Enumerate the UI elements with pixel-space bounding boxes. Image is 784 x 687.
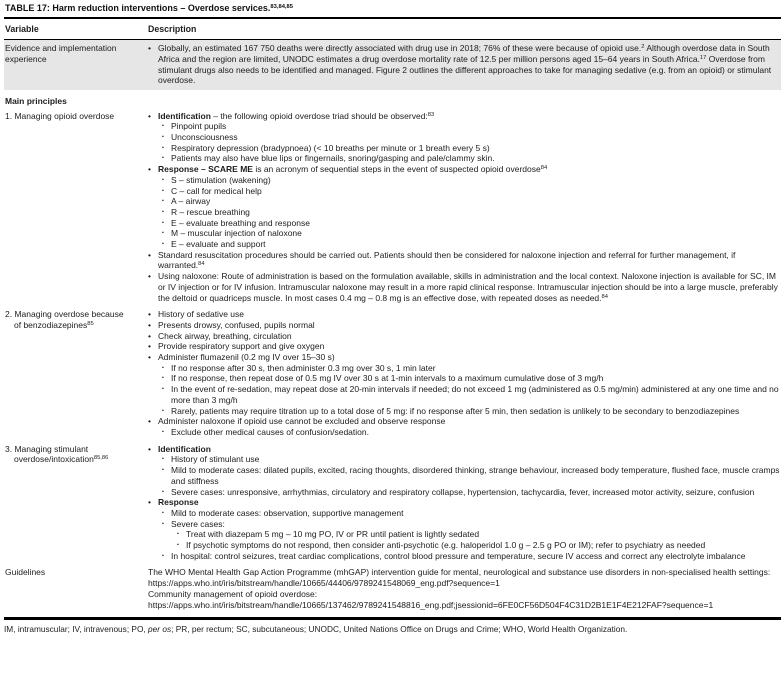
text-part: S – stimulation (wakening) bbox=[171, 174, 271, 185]
list-item-text bbox=[171, 239, 781, 250]
list-item-text bbox=[171, 406, 781, 417]
description-cell bbox=[148, 444, 781, 562]
list-item bbox=[148, 43, 781, 86]
list-item bbox=[148, 529, 781, 540]
bullet-icon: ▪ bbox=[162, 134, 164, 141]
text-part: Severe cases: unresponsive, arrhythmias, circulatory and respiratory collapse, hypertension, tachycardia, fever, increased motor activity, seizure, confusion bbox=[171, 486, 755, 497]
bullet-icon: ▪ bbox=[162, 241, 164, 248]
list-item bbox=[148, 352, 781, 363]
text-part: Globally, an estimated 167 750 deaths were directly associated with drug use in 2018; 76% of these were because of opioid use. bbox=[158, 43, 642, 54]
bullet-icon: ▪ bbox=[162, 364, 164, 371]
text-part: Using naloxone: Route of administration is based on the formulation available, skills in administration and the local context. Naloxone injection is available for SC, IM or IV injection or for IV infusion. Intramuscular naloxone may result in a more rapid clinical response. Intramuscular injection should be into a large muscle, preferably the deltoid or quadriceps muscle. In most cases 0.4 mg – 0.8 mg is an effective dose, with repeated doses as needed. bbox=[158, 271, 778, 303]
list-item bbox=[148, 497, 781, 508]
text-part: Identification bbox=[158, 443, 211, 454]
list-item bbox=[148, 589, 781, 600]
text-part: Identification bbox=[158, 110, 211, 121]
description-cell bbox=[148, 111, 781, 304]
text-part: Standard resuscitation procedures should be carried out. Patients should then be considered for naloxone injection and referral for further management, if warranted. bbox=[158, 249, 736, 271]
text-part: Provide respiratory support and give oxygen bbox=[158, 341, 325, 352]
list-item bbox=[148, 406, 781, 417]
text-part: Check airway, breathing, circulation bbox=[158, 330, 292, 341]
bullet-icon: ▪ bbox=[177, 531, 179, 538]
text-part: E – evaluate and support bbox=[171, 239, 266, 250]
text-part: 83 bbox=[427, 111, 435, 118]
guideline-url bbox=[148, 578, 781, 589]
list-item-text bbox=[171, 175, 781, 186]
bullet-icon: • bbox=[148, 443, 151, 454]
list-item-text bbox=[158, 271, 781, 303]
table-header-row bbox=[4, 19, 781, 39]
bullet-icon: ▪ bbox=[162, 488, 164, 495]
list-item bbox=[148, 132, 781, 143]
list-item bbox=[148, 578, 781, 589]
list-item bbox=[148, 416, 781, 427]
list-item bbox=[148, 320, 781, 331]
list-item-text bbox=[171, 427, 781, 438]
table-title-superscript: 83,84,85 bbox=[270, 4, 293, 10]
text-part: https://apps.who.int/iris/bitstream/handle/10665/137462/9789241548816_eng.pdf;jsessionid=6FE0CF56D504F4C31D2B1E1F4E212FAF?sequence=1 bbox=[148, 599, 714, 610]
list-item-text bbox=[158, 164, 781, 175]
list-item bbox=[148, 567, 781, 578]
variable-cell bbox=[5, 444, 148, 562]
list-item bbox=[148, 250, 781, 271]
text-part: Although overdose data in South Africa and the region are limited, UNODC estimates a drug overdose mortality rate of 12.5 per million persons aged 15–64 years in South Africa. bbox=[158, 43, 770, 64]
list-item bbox=[148, 487, 781, 498]
column-header-description: Description bbox=[148, 24, 197, 35]
bullet-icon: ▪ bbox=[162, 429, 164, 435]
section-header-row: Main principles bbox=[5, 95, 67, 106]
text-part: Respiratory depression (bradypnoea) (< 10 breaths per minute or 1 breath every 5 s) bbox=[171, 142, 490, 153]
list-item bbox=[148, 196, 781, 207]
text-part: If psychotic symptoms do not respond, then consider anti-psychotic (e.g. haloperidol 1.0 g – 2.5 g PO or IM); refer to psychiatry as needed bbox=[186, 540, 706, 551]
list-item bbox=[148, 186, 781, 197]
list-item-text bbox=[171, 207, 781, 218]
list-item-text bbox=[158, 43, 781, 86]
text-part: Mild to moderate cases: observation, supportive management bbox=[171, 507, 404, 518]
list-item-text bbox=[158, 416, 781, 427]
list-item-text bbox=[171, 454, 781, 465]
text-part: 17 bbox=[699, 54, 707, 61]
text-part: Exclude other medical causes of confusion/sedation. bbox=[171, 427, 369, 437]
list-item bbox=[148, 341, 781, 352]
text-part: 1. Managing opioid overdose bbox=[5, 110, 115, 121]
table-title-text: TABLE 17: Harm reduction interventions – Overdose services. bbox=[5, 3, 271, 13]
variable-cell bbox=[5, 43, 148, 86]
text-part: Pinpoint pupils bbox=[171, 121, 227, 132]
text-part: Overdose from stimulant drugs also needs to be identified and managed. Figure 2 outlines the different approaches to take for managing sedative (e.g. from an opioid) or stimulant overdose. bbox=[158, 53, 772, 86]
variable-cell bbox=[5, 111, 148, 304]
list-item bbox=[148, 228, 781, 239]
list-item-text bbox=[158, 352, 781, 363]
bullet-icon: ▪ bbox=[162, 467, 164, 474]
list-item-text bbox=[158, 341, 781, 352]
bullet-icon: • bbox=[148, 271, 151, 282]
description-cell bbox=[148, 309, 781, 437]
list-item-text bbox=[158, 444, 781, 455]
bullet-icon: ▪ bbox=[162, 208, 164, 215]
text-part: History of sedative use bbox=[158, 309, 244, 320]
text-part: 2. Managing overdose because of benzodiazepines bbox=[5, 309, 124, 330]
text-part: Severe cases: bbox=[171, 518, 225, 529]
bullet-icon: ▪ bbox=[177, 542, 179, 549]
text-part: If no response after 30 s, then administer 0.3 mg over 30 s, 1 min later bbox=[171, 362, 436, 373]
text-part: 85 bbox=[87, 320, 94, 327]
text-part: is an acronym of sequential steps in the event of suspected opioid overdose bbox=[252, 164, 541, 175]
text-part: R – rescue breathing bbox=[171, 206, 250, 217]
bullet-icon: ▪ bbox=[162, 520, 164, 527]
table-row bbox=[4, 564, 781, 613]
bullet-icon: ▪ bbox=[162, 155, 164, 162]
text-part: – the following opioid overdose triad should be observed: bbox=[210, 110, 428, 121]
list-item-text bbox=[171, 143, 781, 154]
text-part: 84 bbox=[540, 165, 548, 172]
list-item-text bbox=[158, 497, 781, 508]
text-part: ; PR, per rectum; SC, subcutaneous; UNODC, United Nations Office on Drugs and Crime; WHO, World Health Organization. bbox=[171, 623, 628, 634]
bullet-icon: ▪ bbox=[162, 552, 164, 559]
list-item-text bbox=[171, 153, 781, 164]
bullet-icon: • bbox=[148, 164, 151, 175]
bullet-icon: • bbox=[148, 43, 151, 54]
text-part: E – evaluate breathing and response bbox=[171, 217, 310, 228]
text-part: 3. Managing stimulant overdose/intoxication bbox=[5, 443, 94, 465]
bullet-icon: • bbox=[148, 416, 151, 427]
text-part: M – muscular injection of naloxone bbox=[171, 228, 302, 239]
list-item bbox=[148, 384, 781, 405]
bullet-icon: • bbox=[148, 330, 151, 341]
text-part: Evidence and implementation experience bbox=[5, 43, 117, 64]
bullet-icon: ▪ bbox=[162, 375, 164, 382]
bullet-icon: ▪ bbox=[162, 386, 164, 393]
variable-cell bbox=[5, 309, 148, 437]
bullet-icon: • bbox=[148, 319, 151, 330]
list-item-text bbox=[171, 551, 781, 562]
list-item bbox=[148, 175, 781, 186]
text-part: If no response, then repeat dose of 0.5 mg IV over 30 s at 1-min intervals to a maximum cumulative dose of 3 mg/h bbox=[171, 373, 604, 384]
text-part: In the event of re-sedation, may repeat dose at 20-min intervals if needed; do not exceed 1 mg (administered as 0.5 mg/min) administered at any one time and no more than 3 mg/h bbox=[171, 384, 779, 405]
text-part: IM, intramuscular; IV, intravenous; PO, bbox=[4, 623, 149, 634]
list-item-text bbox=[158, 331, 781, 342]
table-row bbox=[4, 306, 781, 440]
list-item bbox=[148, 465, 781, 486]
list-item-text bbox=[171, 519, 781, 530]
text-part: History of stimulant use bbox=[171, 454, 260, 465]
bullet-icon: • bbox=[148, 110, 151, 121]
variable-cell bbox=[5, 567, 148, 610]
list-item-text bbox=[158, 250, 781, 271]
list-item bbox=[148, 551, 781, 562]
list-item bbox=[148, 164, 781, 175]
bullet-icon: ▪ bbox=[162, 187, 164, 194]
text-part: A – airway bbox=[171, 196, 211, 207]
list-item-text bbox=[171, 373, 781, 384]
guideline-url bbox=[148, 600, 781, 611]
list-item-text bbox=[171, 196, 781, 207]
list-item bbox=[148, 239, 781, 250]
list-item-text bbox=[186, 529, 781, 540]
list-item bbox=[148, 454, 781, 465]
text-part: Response – SCARE ME bbox=[158, 164, 253, 175]
list-item bbox=[148, 508, 781, 519]
text-part: Treat with diazepam 5 mg – 10 mg PO, IV or PR until patient is lightly sedated bbox=[186, 529, 480, 540]
list-item bbox=[148, 600, 781, 611]
bullet-icon: • bbox=[148, 249, 151, 260]
list-item-text bbox=[158, 320, 781, 331]
text-part: 85,86 bbox=[93, 455, 109, 462]
description-cell bbox=[148, 43, 781, 86]
list-item-text bbox=[171, 186, 781, 197]
text-part: Guidelines bbox=[5, 567, 46, 578]
text-part: Presents drowsy, confused, pupils normal bbox=[158, 319, 315, 330]
text-part: Unconsciousness bbox=[171, 132, 238, 143]
list-item-text bbox=[171, 508, 781, 519]
bullet-icon: • bbox=[148, 497, 151, 508]
table-title bbox=[4, 2, 781, 17]
text-part: Community management of opioid overdose: bbox=[148, 588, 318, 599]
text-part: In hospital: control seizures, treat cardiac complications, control blood pressure and temperature, secure IV access and correct any electrolyte imbalance bbox=[171, 550, 746, 561]
list-item-text bbox=[148, 589, 781, 600]
list-item bbox=[148, 153, 781, 164]
list-item bbox=[148, 143, 781, 154]
bullet-icon: ▪ bbox=[162, 456, 164, 463]
bullet-icon: ▪ bbox=[162, 219, 164, 226]
text-part: Response bbox=[158, 497, 199, 508]
list-item bbox=[148, 309, 781, 320]
list-item-text bbox=[148, 567, 781, 578]
text-part: Mild to moderate cases: dilated pupils, excited, racing thoughts, disordered thinking, strange behaviour, increased body temperature, flushed face, muscle cramps and stiffness bbox=[171, 465, 780, 486]
table-row bbox=[4, 40, 781, 90]
column-header-variable: Variable bbox=[5, 24, 39, 35]
list-item-text bbox=[171, 228, 781, 239]
text-part: C – call for medical help bbox=[171, 185, 262, 196]
bullet-icon: ▪ bbox=[162, 407, 164, 414]
bullet-icon: ▪ bbox=[162, 144, 164, 151]
list-item bbox=[148, 121, 781, 132]
list-item-text bbox=[158, 111, 781, 122]
text-part: Administer flumazenil (0.2 mg IV over 15–30 s) bbox=[158, 352, 335, 363]
text-part: 2 bbox=[641, 44, 645, 51]
list-item bbox=[148, 331, 781, 342]
text-part: https://apps.who.int/iris/bitstream/handle/10665/44406/9789241548069_eng.pdf?sequence=1 bbox=[148, 578, 500, 589]
bullet-icon: • bbox=[148, 309, 151, 320]
bullet-icon: ▪ bbox=[162, 123, 164, 130]
table-body bbox=[4, 40, 781, 613]
list-item-text bbox=[171, 132, 781, 143]
text-part: per os bbox=[148, 623, 172, 634]
list-item-text bbox=[158, 309, 781, 320]
list-item bbox=[148, 271, 781, 303]
list-item bbox=[148, 427, 781, 438]
text-part: 84 bbox=[198, 261, 205, 268]
bullet-icon: ▪ bbox=[162, 176, 164, 183]
bullet-icon: • bbox=[148, 352, 151, 363]
bullet-icon: ▪ bbox=[162, 198, 164, 205]
text-part: Patients may also have blue lips or fingernails, snoring/gasping and pale/clammy skin. bbox=[171, 153, 495, 164]
table-row bbox=[4, 441, 781, 565]
list-item bbox=[148, 373, 781, 384]
list-item-text bbox=[171, 384, 781, 405]
list-item bbox=[148, 111, 781, 122]
text-part: Rarely, patients may require titration up to a total dose of 5 mg: if no response after 5 min, then sedation is unlikely to be secondary to benzodiazepines bbox=[171, 405, 740, 416]
list-item bbox=[148, 519, 781, 530]
list-item-text bbox=[171, 465, 781, 486]
footnote bbox=[4, 620, 781, 635]
list-item bbox=[148, 207, 781, 218]
table-row bbox=[4, 108, 781, 307]
list-item bbox=[148, 363, 781, 374]
description-cell bbox=[148, 567, 781, 610]
list-item-text bbox=[171, 487, 781, 498]
list-item-text bbox=[171, 218, 781, 229]
text-part: The WHO Mental Health Gap Action Programme (mhGAP) intervention guide for mental, neurological and substance use disorders in non-specialised health settings: bbox=[148, 567, 771, 578]
bullet-icon: ▪ bbox=[162, 230, 164, 237]
bullet-icon: • bbox=[148, 341, 151, 352]
text-part: 84 bbox=[601, 293, 608, 300]
list-item-text bbox=[186, 540, 781, 551]
list-item bbox=[148, 444, 781, 455]
list-item-text bbox=[171, 121, 781, 132]
bullet-icon: ▪ bbox=[162, 509, 164, 516]
list-item bbox=[148, 218, 781, 229]
list-item-text bbox=[171, 363, 781, 374]
list-item bbox=[148, 540, 781, 551]
text-part: Administer naloxone if opioid use cannot be excluded and observe response bbox=[158, 416, 446, 427]
